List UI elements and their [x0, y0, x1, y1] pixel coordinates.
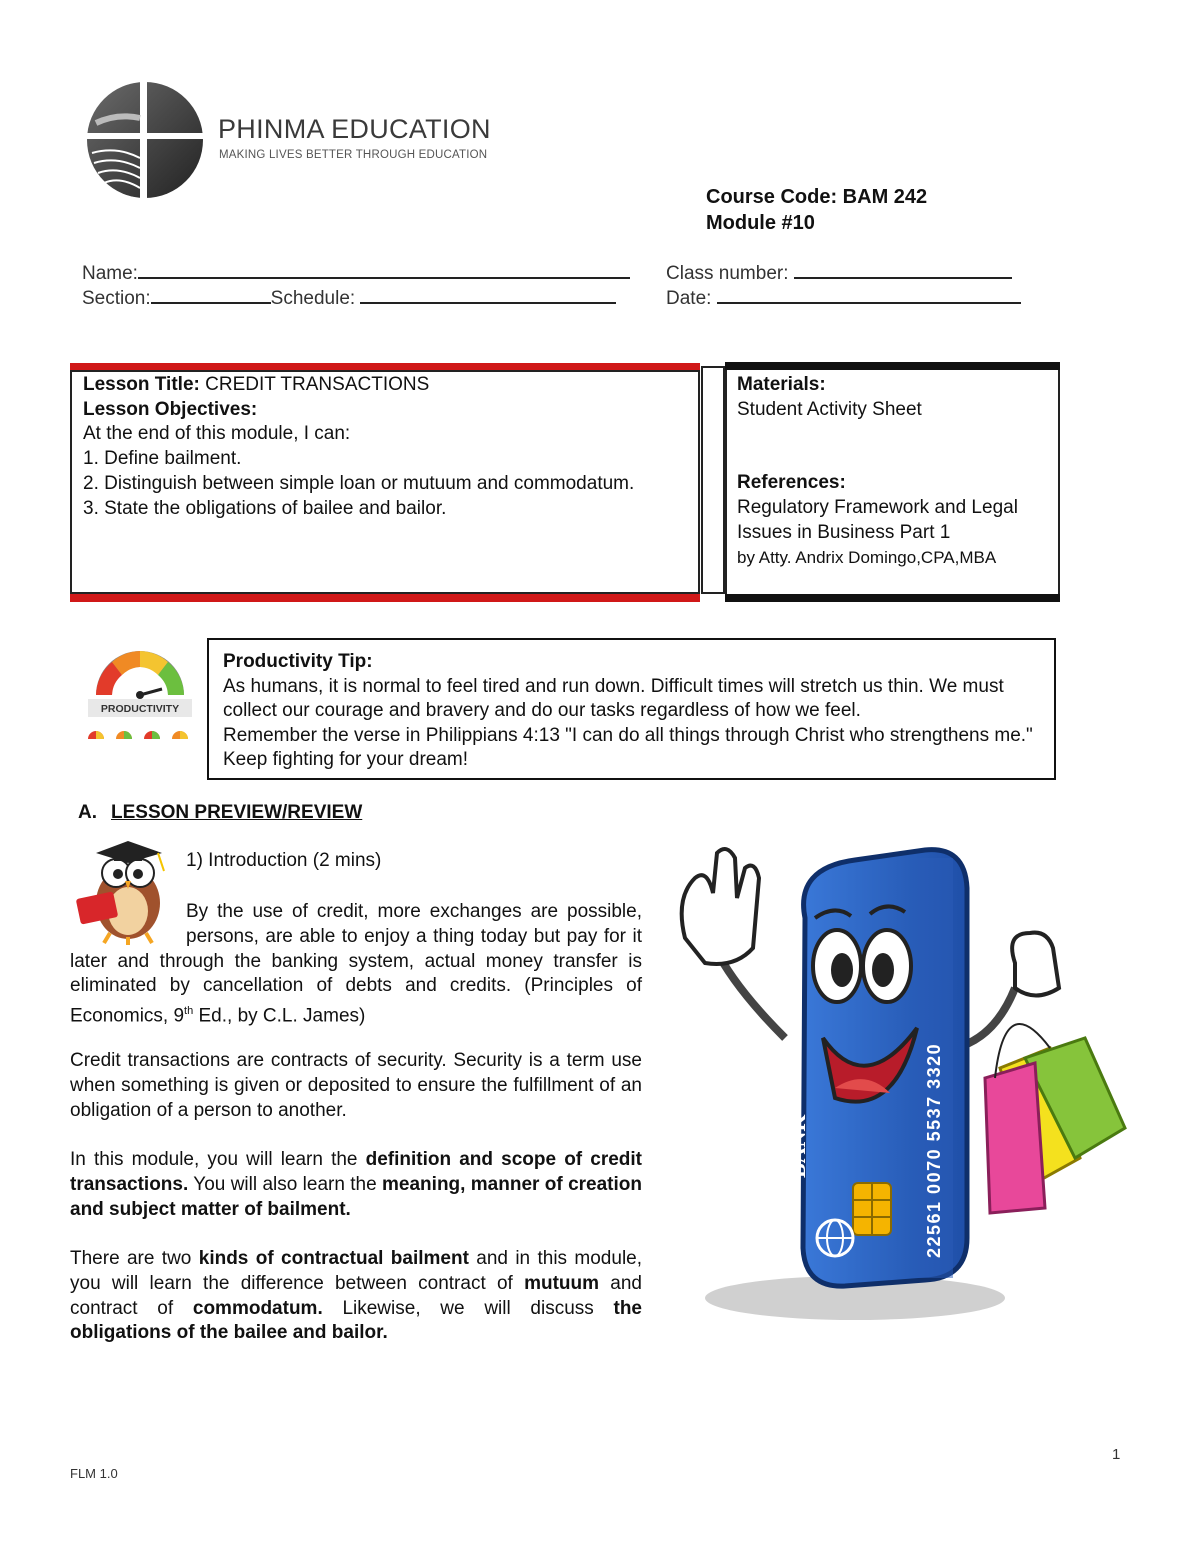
credit-card-mascot-image	[655, 838, 1135, 1328]
objective-item: 1. Define bailment.	[83, 448, 242, 470]
objectives-label: Lesson Objectives:	[83, 398, 258, 420]
tip-verse: Remember the verse in Philippians 4:13 "I can do all things through Christ who strengthens me." Keep fighting for your dream!	[223, 724, 1033, 771]
section-title: LESSON PREVIEW/REVIEW	[111, 802, 363, 823]
footer-version: FLM 1.0	[70, 1466, 118, 1481]
date-label: Date:	[666, 288, 712, 309]
date-line[interactable]	[717, 284, 1021, 304]
date-field[interactable]	[666, 284, 1021, 310]
name-line[interactable]	[138, 259, 630, 279]
lesson-title: CREDIT TRANSACTIONS	[199, 374, 430, 395]
brand-tagline: MAKING LIVES BETTER THROUGH EDUCATION	[219, 149, 488, 161]
paragraph-module: In this module, you will learn the definition and scope of credit transactions. You will also learn the meaning, manner of creation and subject matter of bailment.	[70, 1149, 643, 1220]
productivity-tip-box	[207, 638, 1056, 780]
name-field[interactable]	[82, 259, 630, 285]
productivity-gauge-icon	[84, 645, 196, 745]
references-author: by Atty. Andrix Domingo,CPA,MBA	[737, 547, 997, 567]
tip-text: As humans, it is normal to feel tired and run down. Difficult times will stretch us thin. We must collect our courage and bravery and do our tasks regardless of how we feel.	[223, 675, 1004, 722]
paragraph-credit: By the use of credit, more exchanges are possible, persons, are able to enjoy a thing today but pay for it later and through the banking system, actual money transfer is eliminated by cancellation of debts and credits. (Principles of Economics, 9th Ed., by C.L. James)	[70, 901, 642, 1027]
paragraph-security: Credit transactions are contracts of security. Security is a term use when something is given or deposited to ensure the fulfillment of an obligation of a person to another.	[70, 1050, 642, 1121]
objectives-intro: At the end of this module, I can:	[83, 423, 351, 445]
section-letter: A.	[78, 802, 97, 823]
course-info	[706, 184, 927, 236]
card-bank-text: BANK	[785, 1114, 810, 1178]
references-label: References:	[737, 472, 846, 494]
name-label: Name:	[82, 263, 138, 284]
lesson-info-box	[70, 363, 700, 602]
objective-item: 3. State the obligations of bailee and bailor.	[83, 497, 447, 519]
class-number-label: Class number:	[666, 263, 789, 284]
course-code: Course Code: BAM 242	[706, 186, 928, 208]
class-number-line[interactable]	[794, 259, 1012, 279]
section-schedule-field[interactable]	[82, 284, 616, 310]
brand-name: PHINMA EDUCATION	[218, 114, 491, 144]
intro-heading: 1) Introduction (2 mins)	[186, 850, 382, 871]
module-number: Module #10	[706, 212, 815, 234]
objective-item: 2. Distinguish between simple loan or mutuum and commodatum.	[83, 472, 635, 494]
paragraph-bailment: There are two kinds of contractual bailment and in this module, you will learn the difference between contract of mutuum and contract of commodatum. Likewise, we will discuss the obligations of the bailee and bailor.	[70, 1248, 643, 1344]
materials-box	[725, 362, 1060, 602]
schedule-line[interactable]	[360, 284, 616, 304]
section-line[interactable]	[151, 284, 271, 304]
card-number-text: 22561 0070 5537 3320	[924, 1042, 944, 1258]
lesson-title-label: Lesson Title:	[83, 374, 200, 395]
section-label: Section:	[82, 288, 151, 309]
schedule-label: Schedule:	[270, 288, 356, 309]
section-heading	[78, 802, 362, 824]
materials-label: Materials:	[737, 374, 826, 395]
tip-label: Productivity Tip:	[223, 651, 373, 672]
page-number: 1	[1112, 1446, 1121, 1463]
divider-box	[701, 366, 725, 594]
materials-value: Student Activity Sheet	[737, 398, 922, 420]
class-number-field[interactable]	[666, 259, 1012, 285]
references-value: Regulatory Framework and Legal Issues in Business Part 1	[737, 497, 1018, 543]
gauge-label: PRODUCTIVITY	[100, 703, 180, 715]
